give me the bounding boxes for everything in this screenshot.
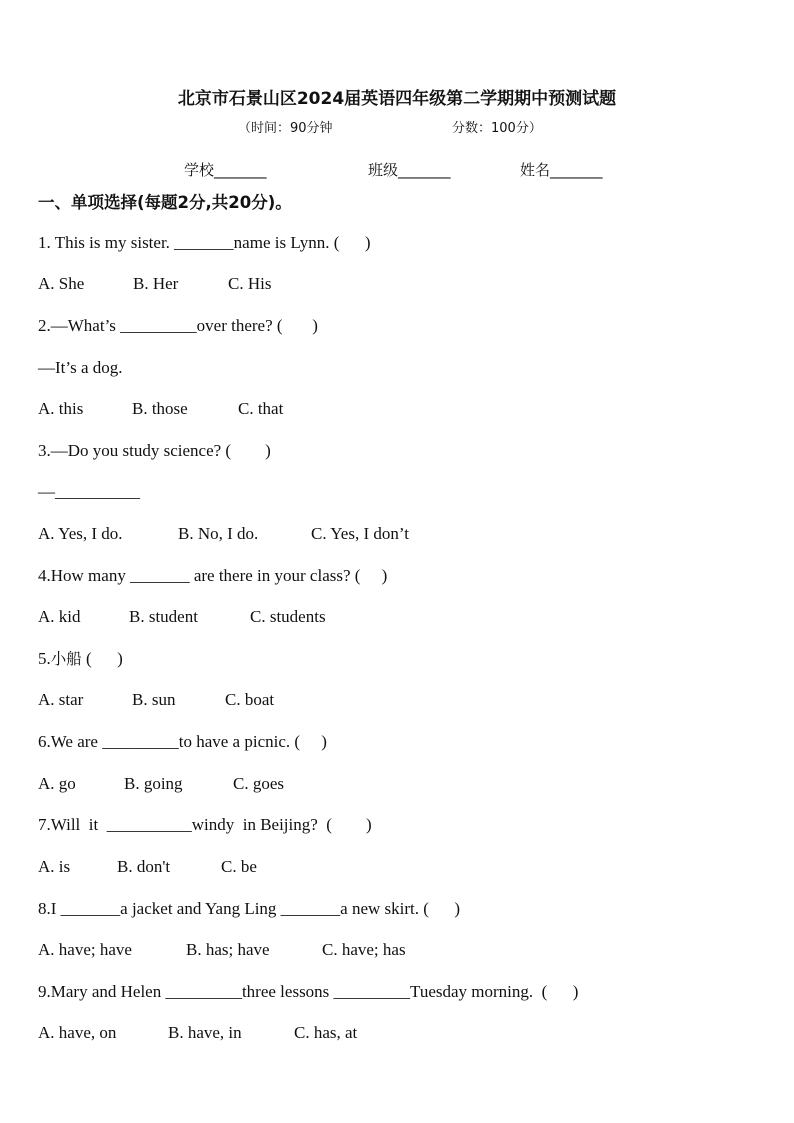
q1-option-c: C. His — [228, 274, 272, 293]
q5-option-a: A. star — [38, 690, 84, 709]
question-2-answer: —It’s a dog. — [38, 358, 123, 377]
q5-blank: ( ) — [81, 649, 123, 668]
q9-option-c: C. has, at — [294, 1023, 358, 1042]
q2-option-c: C. that — [238, 399, 284, 418]
question-1: 1. This is my sister. _______name is Lynn. ( ) — [38, 233, 371, 252]
q5-number: 5. — [38, 649, 51, 668]
question-8: 8.I _______a jacket and Yang Ling _______a new skirt. ( ) — [38, 899, 461, 918]
score-label: 分数：100分） — [452, 121, 542, 136]
q7-option-c: C. be — [221, 857, 257, 876]
time-label: （时间：90分钟 — [238, 121, 333, 136]
q7-option-b: B. don't — [117, 857, 171, 876]
question-5 — [38, 648, 123, 670]
q3-option-a: A. Yes, I do. — [38, 524, 123, 543]
class-field: 班级_______ — [368, 161, 451, 179]
q5-option-c: C. boat — [225, 690, 275, 709]
name-field: 姓名_______ — [520, 161, 603, 179]
question-3: 3.—Do you study science? ( ) — [38, 441, 271, 460]
q5-option-b: B. sun — [132, 690, 176, 709]
question-2: 2.—What’s _________over there? ( ) — [38, 316, 318, 335]
q6-option-b: B. going — [124, 774, 183, 793]
q8-option-b: B. has; have — [186, 940, 270, 959]
q8-option-c: C. have; has — [322, 940, 406, 959]
q9-option-a: A. have, on — [38, 1023, 117, 1042]
q8-option-a: A. have; have — [38, 940, 132, 959]
q9-option-b: B. have, in — [168, 1023, 242, 1042]
q5-chinese-word: 小船 — [50, 650, 82, 668]
question-4: 4.How many _______ are there in your class? ( ) — [38, 566, 388, 585]
question-7: 7.Will it __________windy in Beijing? ( ) — [38, 815, 372, 834]
question-9: 9.Mary and Helen _________three lessons _________Tuesday morning. ( ) — [38, 982, 579, 1001]
school-field: 学校_______ — [184, 161, 267, 179]
question-3-answer: —__________ — [38, 482, 140, 501]
q4-option-b: B. student — [129, 607, 198, 626]
page-title: 北京市石景山区2024届英语四年级第二学期期中预测试题 — [177, 89, 617, 109]
q2-option-b: B. those — [132, 399, 188, 418]
q2-option-a: A. this — [38, 399, 84, 418]
q3-option-c: C. Yes, I don’t — [311, 524, 409, 543]
q1-option-b: B. Her — [133, 274, 179, 293]
q4-option-a: A. kid — [38, 607, 81, 626]
question-6: 6.We are _________to have a picnic. ( ) — [38, 732, 327, 751]
q1-option-a: A. She — [38, 274, 85, 293]
q7-option-a: A. is — [38, 857, 71, 876]
q6-option-c: C. goes — [233, 774, 284, 793]
q3-option-b: B. No, I do. — [178, 524, 259, 543]
section-heading: 一、单项选择(每题2分,共20分)。 — [38, 193, 292, 212]
q6-option-a: A. go — [38, 774, 76, 793]
q4-option-c: C. students — [250, 607, 326, 626]
